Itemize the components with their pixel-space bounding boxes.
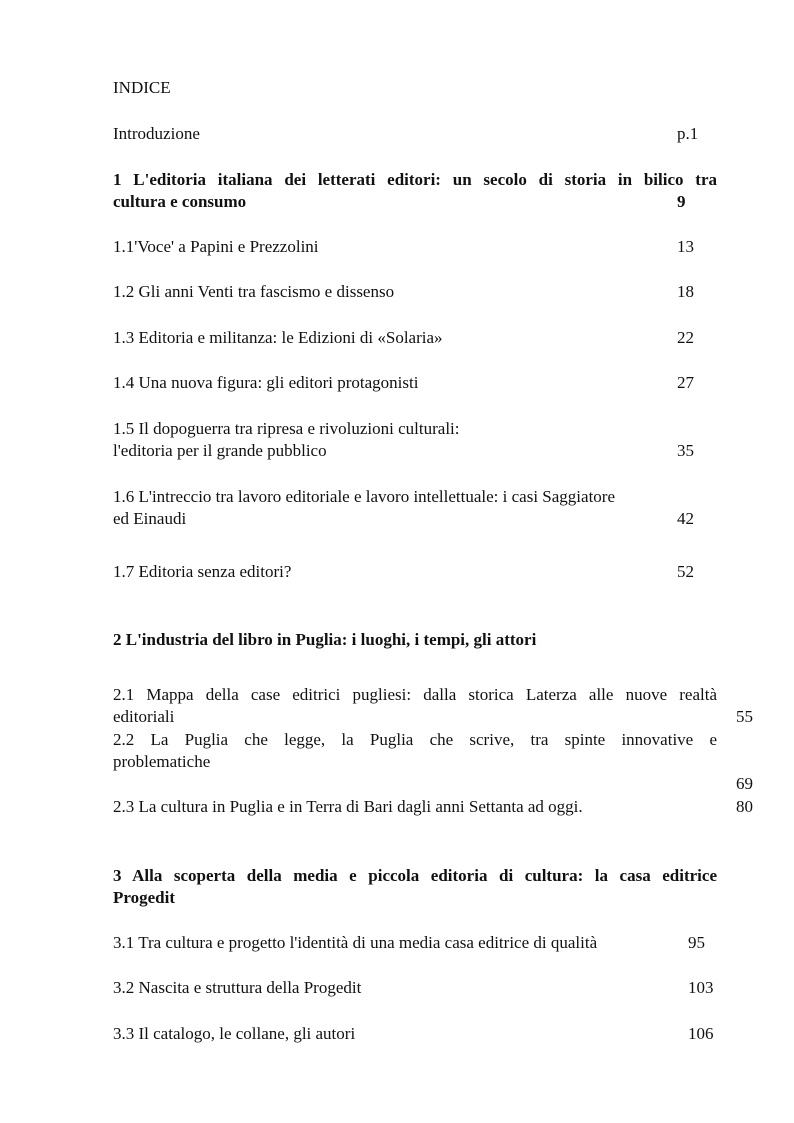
toc-page: 106 [688, 1024, 714, 1043]
toc-label: 3.1 Tra cultura e progetto l'identità di una media casa editrice di qualità [113, 933, 598, 952]
toc-label: Introduzione [113, 124, 200, 143]
toc-label: 1.3 Editoria e militanza: le Edizioni di «Solaria» [113, 328, 443, 347]
toc-page: 13 [677, 237, 694, 256]
toc-page: 69 [736, 774, 753, 793]
toc-page: 55 [736, 707, 753, 726]
toc-page: p.1 [677, 124, 699, 143]
chapter-title-line: cultura e consumo [113, 192, 247, 211]
toc-label: ed Einaudi [113, 509, 187, 528]
toc-page: 18 [677, 282, 694, 301]
toc-label: 2.1 Mappa della case editrici pugliesi: dalla storica Laterza alle nuove realtà [113, 685, 717, 704]
toc-label: 1.1'Voce' a Papini e Prezzolini [113, 237, 319, 256]
toc-page: 27 [677, 373, 694, 392]
toc-label: 1.5 Il dopoguerra tra ripresa e rivoluzioni culturali: [113, 419, 460, 438]
chapter-title-line: 1 L'editoria italiana dei letterati editori: un secolo di storia in bilico tra [113, 170, 717, 189]
toc-label: l'editoria per il grande pubblico [113, 441, 327, 460]
toc-page: 103 [688, 978, 714, 997]
toc-label: 3.2 Nascita e struttura della Progedit [113, 978, 362, 997]
toc-label: 1.6 L'intreccio tra lavoro editoriale e lavoro intellettuale: i casi Saggiatore [113, 487, 616, 506]
toc-label: 1.7 Editoria senza editori? [113, 562, 292, 581]
chapter-title-line: 3 Alla scoperta della media e piccola editoria di cultura: la casa editrice [113, 866, 717, 885]
toc-label: problematiche [113, 752, 211, 771]
toc-label: 1.2 Gli anni Venti tra fascismo e dissenso [113, 282, 395, 301]
toc-page: 42 [677, 509, 694, 528]
toc-page: 9 [677, 192, 686, 211]
toc-label: 2.2 La Puglia che legge, la Puglia che scrive, tra spinte innovative e [113, 730, 717, 749]
index-title: INDICE [113, 78, 171, 97]
toc-label: 1.4 Una nuova figura: gli editori protagonisti [113, 373, 419, 392]
toc-page: 35 [677, 441, 694, 460]
toc-label: 2.3 La cultura in Puglia e in Terra di Bari dagli anni Settanta ad oggi. [113, 797, 583, 816]
chapter-2-heading: 2 L'industria del libro in Puglia: i luoghi, i tempi, gli attori [113, 630, 537, 649]
toc-label: editoriali [113, 707, 175, 726]
toc-label: 3.3 Il catalogo, le collane, gli autori [113, 1024, 356, 1043]
toc-page: 52 [677, 562, 694, 581]
toc-page: 80 [736, 797, 753, 816]
toc-page: 95 [688, 933, 705, 952]
toc-page: 22 [677, 328, 694, 347]
chapter-title-line: Progedit [113, 888, 176, 907]
